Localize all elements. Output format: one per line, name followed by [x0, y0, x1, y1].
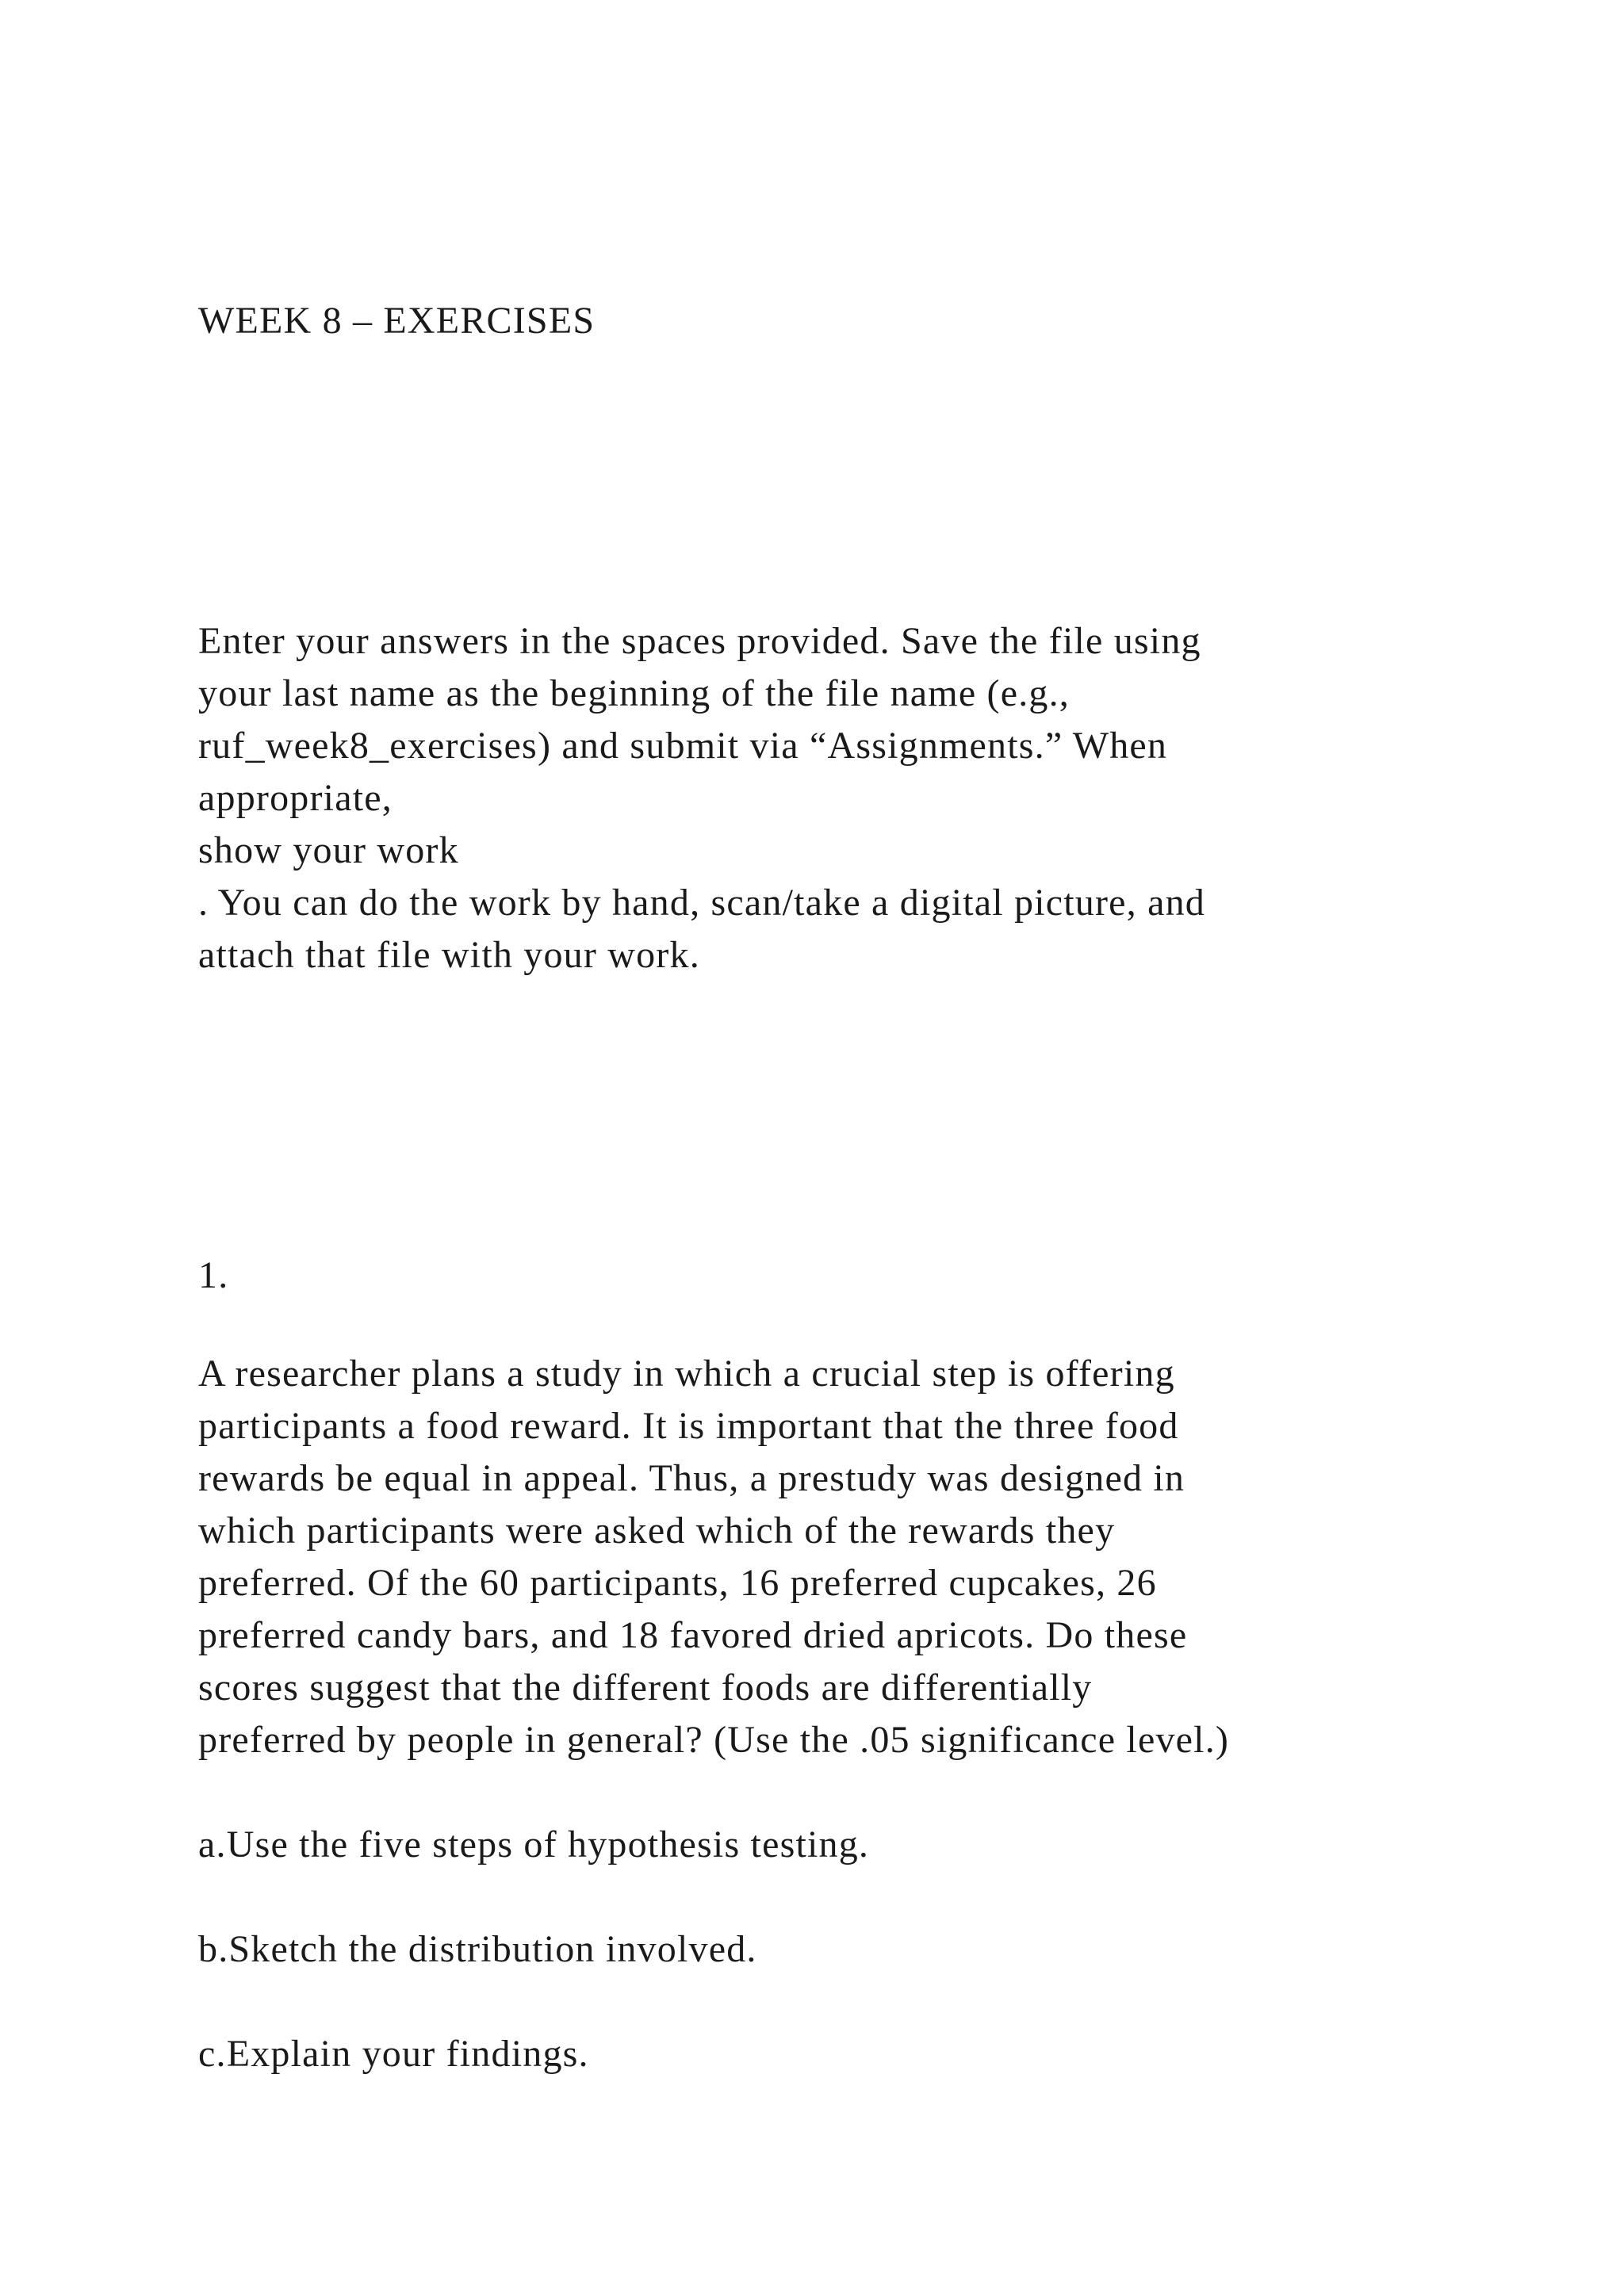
instructions-line: . You can do the work by hand, scan/take a digital picture, and	[198, 882, 1205, 924]
instructions-line: your last name as the beginning of the file name (e.g.,	[198, 672, 1071, 714]
instructions-line: appropriate,	[198, 777, 393, 819]
question-text-line: preferred by people in general? (Use the .05 significance level.)	[198, 1719, 1230, 1761]
instructions-line: show your work	[198, 829, 459, 871]
instructions-line: ruf_week8_exercises) and submit via “Assignments.” When	[198, 725, 1168, 767]
instructions-line: Enter your answers in the spaces provided. Save the file using	[198, 620, 1201, 662]
document-title: WEEK 8 – EXERCISES	[198, 300, 596, 342]
instructions-line: attach that file with your work.	[198, 934, 700, 976]
question-text-line: A researcher plans a study in which a crucial step is offering	[198, 1353, 1175, 1395]
question-text-line: preferred. Of the 60 participants, 16 preferred cupcakes, 26	[198, 1562, 1157, 1604]
question-part-c: c.Explain your findings.	[198, 2033, 589, 2075]
question-text-line: participants a food reward. It is important that the three food	[198, 1405, 1179, 1447]
question-text-line: scores suggest that the different foods are differentially	[198, 1667, 1093, 1709]
question-text-line: preferred candy bars, and 18 favored dried apricots. Do these	[198, 1614, 1188, 1656]
question-part-b: b.Sketch the distribution involved.	[198, 1928, 757, 1970]
question-text-line: which participants were asked which of the rewards they	[198, 1510, 1116, 1552]
question-number: 1.	[198, 1254, 229, 1296]
question-text-line: rewards be equal in appeal. Thus, a prestudy was designed in	[198, 1457, 1185, 1499]
question-part-a: a.Use the five steps of hypothesis testing.	[198, 1823, 870, 1866]
